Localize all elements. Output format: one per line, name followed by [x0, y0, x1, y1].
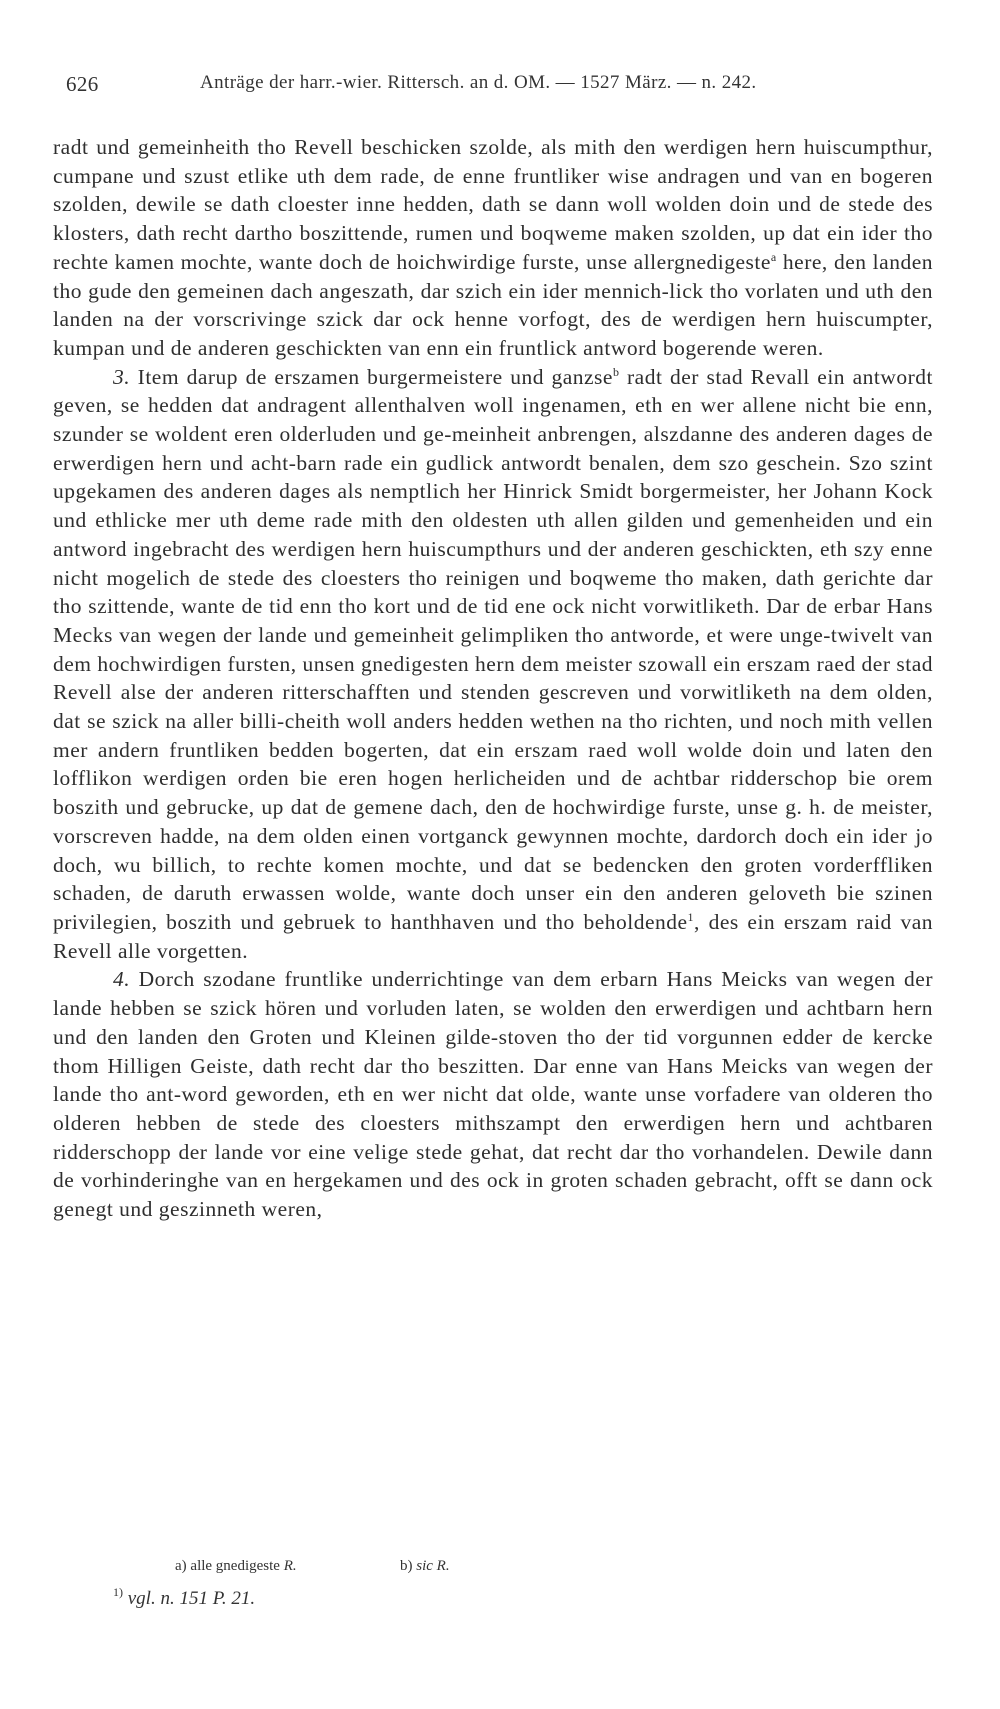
paragraph-3	[53, 363, 933, 966]
paragraph-text: here, den landen tho gude den gemeinen dach angeszath, dar szich ein ider mennich-lick tho vorlaten und uth den landen na der vorscrivinge szick dar ock henne vorfogt, des de werdigen hern huiscumpter, kumpan und de anderen geschickten van enn ein fruntlick antword bogerende weren.	[53, 249, 933, 360]
paragraph-number: 3.	[113, 364, 131, 389]
paragraph-continuation	[53, 133, 933, 363]
main-text	[53, 133, 933, 1224]
apparatus-label: a)	[175, 1558, 187, 1574]
critical-apparatus	[0, 1558, 1000, 1588]
footnote-text: vgl. n. 151 P. 21.	[127, 1588, 256, 1609]
apparatus-ref-b: b	[612, 364, 620, 379]
paragraph-text: Item darup de erszamen burgermeistere und ganzse	[130, 364, 613, 389]
paragraph-number: 4.	[113, 967, 131, 992]
apparatus-text: sic	[416, 1558, 433, 1574]
paragraph-text: radt und gemeinheith tho Revell beschicken szolde, als mith den werdigen hern huiscumpthur, cumpane und szust etlike uth dem rade, de enne fruntliker wise andragen und van en bogeren szolden, dewile se dath cloester inne hedden, dath se dann woll wolden doin und de stede des klosters, dath recht dartho boszittende, rumen und boqweme maken szolden, up dat ein ider tho rechte kamen mochte, wante doch de hoichwirdige furste, unse allergnedigeste	[53, 135, 933, 274]
running-header	[66, 72, 934, 102]
apparatus-note-a	[175, 1558, 297, 1575]
apparatus-siglum: R.	[283, 1558, 297, 1574]
apparatus-siglum: R.	[436, 1558, 450, 1574]
paragraph-text: radt der stad Revall ein antwordt geven, se hedden dat andragent allenthalven woll ingenamen, eth en wer allene nicht bie enn, szunder se woldent eren olderluden und ge-meinheit anbrengen, alszdanne des anderen dages de erwerdigen hern und acht-barn rade ein gudlick antwordt benalen, dem szo geschein. Szo szint upgekamen des anderen dages als nemptlich her Hinrick Smidt borgermeister, her Johann Kock und ethlicke mer uth deme rade mith den oldesten uth allen gilden und gemenheiden und ein antword ingebracht des werdigen hern huiscumpthurs und der anderen geschickten, eth szy enne nicht mogelich de stede des cloesters tho reinigen und boqweme tho maken, dath gerichte dar tho szittende, wante de tid enn tho kort und de tid ene ock nicht vorwitliketh. Dar de erbar Hans Mecks van wegen der lande und gemeinheit gelimpliken tho antworde, et were unge-twivelt van dem hochwirdigen fursten, unsen gnedigesten hern dem meister szowall ein erszam raed der stad Revell alse der anderen ritterschafften und stenden gescreven und vorwitliketh na dem olden, dat se szick na aller billi-cheith woll anders hedden wethen na tho richten, und noch mith vellen mer andern fruntliken bedden bogerten, dat ein erszam raed woll wolde doin und laten den lofflikon werdigen orden bie eren hogen herlicheiden und de achtbar ridderschop bie orem boszith und gebrucke, up dat de gemene dach, den de hochwirdige furste, unse g. h. de meister, vorscreven hadde, na dem olden einen vortganck gewynnen mochte, dardorch doch ein ider jo doch, wu billich, to rechte komen mochte, und dat se bedencken den groten vorderffliken schaden, de daruth erwassen wolde, wante doch unser ein den anderen geloveth bie szinen privilegien, boszith und gebruek to hanthhaven und tho beholdende	[53, 364, 934, 934]
footnote-marker: 1)	[113, 1585, 123, 1599]
paragraph-text: , des ein erszam raid van Revell alle vorgetten.	[53, 909, 933, 963]
paragraph-text: Dorch szodane fruntlike underrichtinge van dem erbarn Hans Meicks van wegen der lande hebben se szick hören und vorluden laten, se wolden den erwerdigen und achtbarn hern und den landen den Groten und Kleinen gilde-stoven tho der tid vorgunnen edder de kercke thom Hilligen Geiste, dath recht dar tho beszitten. Dar enne van Hans Meicks van wegen der lande tho ant-word geworden, eth en wer nicht dat olde, wante unse vorfadere van olderen tho olderen hebben de stede des cloesters mithszampt den erwerdigen hern und achtbaren ridderschopp der lande vor eine velige stede gehat, dat recht dar tho vorhandelen. Dewile dann de vorhinderinghe van en hergekamen und des ock in groten schaden gebracht, offt se dann ock genegt und geszinneth weren,	[53, 967, 933, 1222]
running-title: Anträge der harr.-wier. Rittersch. an d. OM. — 1527 März. — n. 242.	[200, 72, 757, 93]
page-number: 626	[66, 72, 99, 96]
footnote-ref-1: 1	[687, 909, 695, 924]
apparatus-ref-a: a	[770, 249, 777, 264]
apparatus-label: b)	[400, 1558, 413, 1574]
footnote-1	[113, 1585, 256, 1610]
apparatus-text: alle gnedigeste	[190, 1558, 280, 1574]
apparatus-note-b	[400, 1558, 450, 1575]
paragraph-4	[53, 965, 933, 1223]
